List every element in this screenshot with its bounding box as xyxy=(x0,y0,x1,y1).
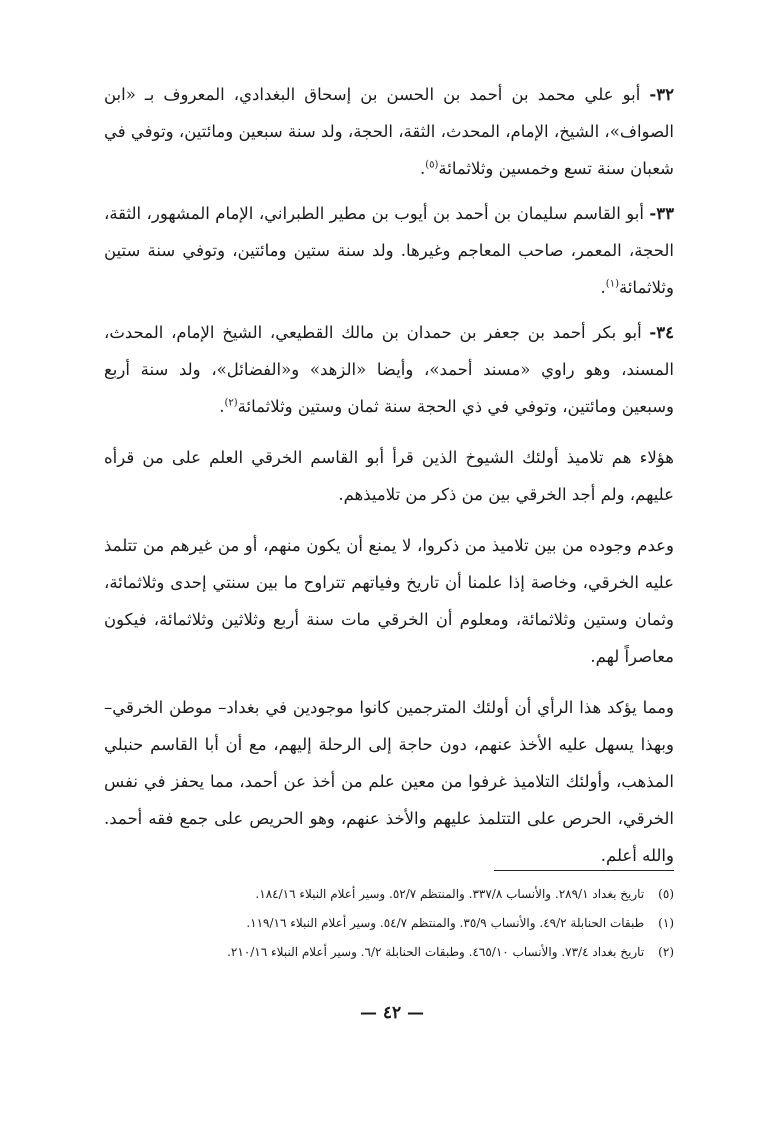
footnote-reference[interactable]: (٢) xyxy=(224,397,238,409)
entry-text: أبو علي محمد بن أحمد بن الحسن بن إسحاق البغدادي، المعروف بـ «ابن الصواف»، الشيخ، الإمام، المحدث، الثقة، الحجة، ولد سنة سبعين ومائتين، وتوفي في شعبان سنة تسع وخمسين وثلاثمائة xyxy=(104,85,674,178)
body-paragraph: هؤلاء هم تلاميذ أولئك الشيوخ الذين قرأ أبو القاسم الخرقي العلم على من قرأه عليهم، ولم أجد الخرقي بين من ذكر من تلاميذهم. xyxy=(104,448,674,504)
entry-34 xyxy=(104,314,674,425)
footnotes xyxy=(104,880,674,967)
footnote-reference[interactable]: (٥) xyxy=(425,159,439,171)
entry-end: . xyxy=(419,159,426,178)
entry-number: ٣٢- xyxy=(649,85,674,104)
main-text xyxy=(104,76,674,882)
footnote-divider xyxy=(494,870,674,871)
entry-number: ٣٣- xyxy=(649,204,674,223)
footnote xyxy=(104,909,674,938)
footnote-text: تاريخ بغداد ٢٨٩/١. والأنساب ٣٣٧/٨. والمنتظم ٥٢/٧. وسير أعلام النبلاء ١٨٤/١٦. xyxy=(255,887,645,901)
entry-number: ٣٤- xyxy=(649,323,674,342)
entry-32 xyxy=(104,76,674,187)
footnote-mark: (٥) xyxy=(658,887,674,901)
footnote xyxy=(104,938,674,967)
entry-33 xyxy=(104,195,674,306)
entry-end: . xyxy=(219,397,225,416)
body-paragraph: وعدم وجوده من بين تلاميذ من ذكروا، لا يمنع أن يكون منهم، أو من غيرهم من تتلمذ عليه الخرقي، وخاصة إذا علمنا أن تاريخ وفياتهم تتراوح ما بين سنتي إحدى وثلاثمائة، وثمان وستين وثلاثمائة، ومعلوم أن الخرقي مات سنة أربع وثلاثين وثلاثمائة، فيكون معاصراً لهم. xyxy=(104,536,674,666)
entry-text: أبو القاسم سليمان بن أحمد بن أيوب بن مطير الطبراني، الإمام المشهور، الثقة، الحجة، المعمر، صاحب المعاجم وغيرها. ولد سنة ستين ومائتين، وتوفي سنة ستين وثلاثمائة xyxy=(104,204,674,297)
entry-text: أبو بكر أحمد بن جعفر بن حمدان بن مالك القطيعي، الشيخ الإمام، المحدث، المسند، وهو راوي «مسند أحمد»، وأيضا «الزهد» و«الفضائل»، ولد سنة أربع وسبعين ومائتين، وتوفي في ذي الحجة سنة ثمان وستين وثلاثمائة xyxy=(104,323,674,416)
footnote-reference[interactable]: (١) xyxy=(605,278,619,290)
footnote-mark: (٢) xyxy=(658,945,674,959)
footnote xyxy=(104,880,674,909)
body-paragraph: ومما يؤكد هذا الرأي أن أولئك المترجمين كانوا موجودين في بغداد– موطن الخرقي– وبهذا يسهل عليه الأخذ عنهم، دون حاجة إلى الرحلة إليهم، مع أن أبا القاسم حنبلي المذهب، وأولئك التلاميذ غرفوا من معين علم من أخذ عن أحمد، مما يحفز في نفس الخرقي، الحرص على التتلمذ عليهم والأخذ عنهم، وهو الحريص على جمع فقه أحمد. والله أعلم. xyxy=(104,698,674,865)
entry-end: . xyxy=(600,278,606,297)
footnote-text: تاريخ بغداد ٧٣/٤. والأنساب ٤٦٥/١٠. وطبقات الحنابلة ٦/٢. وسير أعلام النبلاء ٢١٠/١٦. xyxy=(227,945,645,959)
footnote-mark: (١) xyxy=(658,916,674,930)
footnote-text: طبقات الحنابلة ٤٩/٢. والأنساب ٣٥/٩. والمنتظم ٥٤/٧. وسير أعلام النبلاء ١١٩/١٦. xyxy=(246,916,645,930)
page-number: — ٤٢ — xyxy=(359,1003,425,1023)
